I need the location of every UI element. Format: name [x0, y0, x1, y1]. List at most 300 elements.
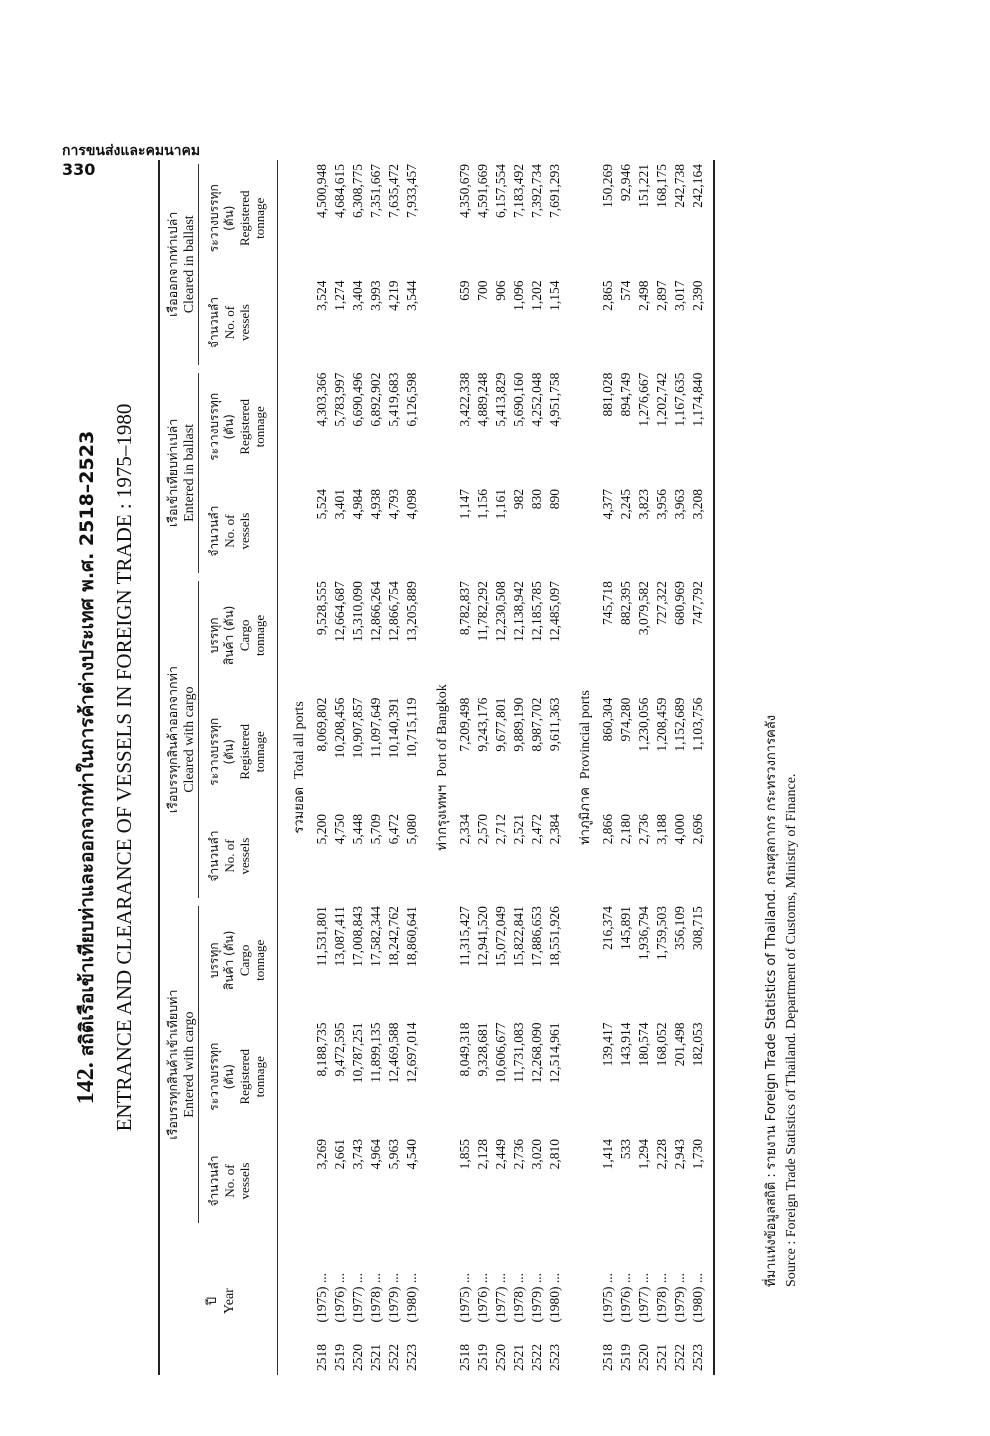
value-cell: 3,401: [332, 489, 347, 520]
subheader-registered: [199, 694, 277, 810]
group-english: Cleared with cargo: [182, 686, 197, 793]
value-cell: 2,521: [511, 813, 526, 845]
year-cell: (1977) ...: [636, 1273, 651, 1323]
value-cell: 145,891: [618, 906, 633, 950]
group-cleared-cargo: [160, 577, 199, 902]
source-thai-text: รายงาน Foreign Trade Statistics of Thailand. กรมศุลกากร กระทรวงการคลัง: [764, 714, 779, 1170]
subheader-text: No. of: [222, 839, 237, 873]
table-row: [635, 160, 653, 1375]
year-cell: (1979) ...: [672, 1273, 687, 1323]
value-cell: 12,469,588: [386, 1022, 401, 1084]
table-row: [510, 160, 528, 1375]
subheader-text: vessels: [237, 512, 252, 550]
subheader-registered: [199, 369, 277, 485]
table-title-english: ENTRANCE AND CLEARANCE OF VESSELS IN FOREIGN TRADE : 1975–1980: [112, 403, 136, 1132]
subheader-text: จำนวนลำ: [207, 297, 221, 349]
value-cell: 727,322: [654, 581, 669, 626]
year-thai-cell: 2518: [314, 1344, 329, 1371]
title-thai-text: สถิติเรือเข้าเทียบท่าและออกจากท่าในการค้าต่างประเทศ พ.ศ. 2518–2523: [76, 430, 98, 1057]
subheader-text: Cargo: [237, 944, 252, 977]
value-cell: 890: [547, 489, 562, 510]
value-cell: 574: [618, 280, 633, 301]
value-cell: 5,448: [350, 813, 365, 845]
value-cell: 3,544: [404, 280, 419, 311]
subheader-text: จำนวนลำ: [207, 830, 221, 882]
value-cell: 8,782,837: [457, 581, 472, 636]
source-english: [784, 774, 800, 1287]
year-cell: (1978) ...: [511, 1273, 526, 1323]
year-cell: (1976) ...: [618, 1273, 633, 1323]
value-cell: 1,414: [600, 1138, 615, 1170]
value-cell: 12,514,961: [547, 1022, 562, 1084]
value-cell: 11,731,083: [511, 1022, 526, 1083]
value-cell: 17,582,344: [368, 906, 383, 967]
subheader-registered: [199, 1019, 277, 1135]
subheader-text: ระวางบรรทุก: [207, 717, 221, 786]
value-cell: 8,987,702: [529, 697, 544, 752]
section-heading-row: [421, 160, 456, 1375]
value-cell: 6,126,598: [404, 372, 419, 427]
source-thai: [760, 715, 781, 1287]
value-cell: 4,951,758: [547, 372, 562, 427]
subheader-registered: [199, 160, 277, 276]
subheader-text: (ตัน): [222, 739, 236, 765]
value-cell: 18,242,762: [386, 906, 401, 967]
table-row: [385, 160, 403, 1375]
value-cell: 9,243,176: [475, 697, 490, 752]
year-cell: (1978) ...: [654, 1273, 669, 1323]
value-cell: 1,208,459: [654, 697, 669, 752]
section-heading: [421, 160, 456, 1375]
value-cell: 9,472,595: [332, 1022, 347, 1077]
value-cell: 4,540: [404, 1138, 419, 1170]
value-cell: 1,202: [529, 280, 544, 311]
subheader-vessels: [199, 810, 277, 902]
value-cell: 1,294: [636, 1138, 651, 1170]
value-cell: 6,308,775: [350, 164, 365, 218]
value-cell: 1,154: [547, 280, 562, 311]
table-row: [653, 160, 671, 1375]
value-cell: 2,498: [636, 280, 651, 311]
value-cell: 8,188,735: [314, 1022, 329, 1077]
value-cell: 216,374: [600, 906, 615, 950]
section-thai: ท่าภูมิภาค: [578, 787, 593, 845]
table-row: [546, 160, 564, 1375]
value-cell: 5,200: [314, 813, 329, 845]
value-cell: 1,161: [493, 489, 508, 520]
section-english: Total all ports: [292, 701, 307, 779]
year-thai-cell: 2523: [547, 1344, 562, 1371]
subheader-vessels: [199, 276, 277, 368]
table-row: [671, 160, 689, 1375]
table-row: [474, 160, 492, 1375]
value-cell: 7,933,457: [404, 164, 419, 218]
subheader-text: ระวางบรรทุก: [207, 1042, 221, 1111]
value-cell: 7,209,498: [457, 697, 472, 752]
subheader-vessels: [199, 1135, 277, 1227]
value-cell: 882,395: [618, 581, 633, 626]
table-number: 142.: [73, 1062, 99, 1105]
subheader-cargo: [199, 902, 277, 1018]
value-cell: 15,310,090: [350, 581, 365, 642]
value-cell: 12,866,264: [368, 581, 383, 642]
value-cell: 4,793: [386, 489, 401, 520]
value-cell: 9,328,681: [475, 1022, 490, 1077]
subheader-text: Cargo: [237, 619, 252, 652]
subheader-text: Registered: [237, 723, 252, 780]
year-thai-cell: 2522: [672, 1344, 687, 1371]
subheader-text: (ตัน): [222, 205, 236, 231]
table-row: [599, 160, 617, 1375]
value-cell: 1,103,756: [690, 697, 705, 752]
value-cell: 4,684,615: [332, 164, 347, 218]
rotated-table-page: [62, 160, 922, 1375]
subheader-text: vessels: [237, 1162, 252, 1200]
value-cell: 18,860,641: [404, 906, 419, 967]
value-cell: 12,941,520: [475, 906, 490, 967]
value-cell: 3,404: [350, 280, 365, 311]
subheader-text: บรรทุก: [207, 942, 221, 979]
value-cell: 3,422,338: [457, 372, 472, 427]
value-cell: 2,228: [654, 1138, 669, 1170]
value-cell: 12,268,090: [529, 1022, 544, 1084]
value-cell: 242,738: [672, 164, 687, 208]
value-cell: 3,079,582: [636, 581, 651, 636]
value-cell: 4,750: [332, 813, 347, 845]
value-cell: 1,167,635: [672, 372, 687, 427]
value-cell: 6,472: [386, 813, 401, 845]
value-cell: 6,157,554: [493, 164, 508, 218]
section-heading-row: [278, 160, 314, 1375]
value-cell: 10,787,251: [350, 1022, 365, 1084]
value-cell: 2,712: [493, 813, 508, 845]
value-cell: 139,417: [600, 1022, 615, 1067]
table-row: [313, 160, 331, 1375]
subheader-text: tonnage: [252, 614, 267, 656]
value-cell: 4,377: [600, 489, 615, 520]
value-cell: 659: [457, 280, 472, 301]
year-thai-cell: 2520: [350, 1344, 365, 1371]
value-cell: 5,709: [368, 813, 383, 845]
group-thai: เรือเข้าเทียบท่าเปล่า: [165, 418, 180, 528]
section-english: Provincial ports: [578, 690, 593, 780]
subheader-text: tonnage: [252, 406, 267, 448]
value-cell: 9,889,190: [511, 697, 526, 752]
value-cell: 12,866,754: [386, 581, 401, 642]
value-cell: 11,531,801: [314, 906, 329, 967]
value-cell: 1,936,794: [636, 906, 651, 961]
subheader-text: No. of: [222, 514, 237, 548]
section-heading: [278, 160, 314, 1375]
group-english: Entered with cargo: [182, 1011, 197, 1118]
year-header-english: Year: [221, 1288, 237, 1314]
value-cell: 830: [529, 489, 544, 510]
subheader-text: tonnage: [252, 939, 267, 981]
value-cell: 180,574: [636, 1022, 651, 1067]
value-cell: 308,715: [690, 906, 705, 950]
subheader-text: No. of: [222, 1164, 237, 1198]
value-cell: 7,635,472: [386, 164, 401, 218]
value-cell: 974,280: [618, 697, 633, 742]
value-cell: 2,865: [600, 280, 615, 311]
value-cell: 1,274: [332, 280, 347, 311]
value-cell: 7,691,293: [547, 164, 562, 218]
value-cell: 3,823: [636, 489, 651, 520]
value-cell: 3,017: [672, 280, 687, 311]
value-cell: 168,175: [654, 164, 669, 208]
subheader-text: ระวางบรรทุก: [207, 392, 221, 461]
group-thai: เรือบรรทุกสินค้าออกจากท่า: [165, 666, 180, 814]
subheader-text: (ตัน): [222, 414, 236, 440]
value-cell: 2,384: [547, 813, 562, 845]
source-thai-label: ที่มาแห่งข้อมูลสถิติ :: [764, 1173, 779, 1287]
value-cell: 4,350,679: [457, 164, 472, 218]
value-cell: 10,208,456: [332, 697, 347, 759]
value-cell: 12,185,785: [529, 581, 544, 642]
table-row: [456, 160, 474, 1375]
value-cell: 201,498: [672, 1022, 687, 1067]
value-cell: 4,964: [368, 1138, 383, 1170]
value-cell: 7,392,734: [529, 164, 544, 218]
value-cell: 1,855: [457, 1138, 472, 1170]
value-cell: 2,570: [475, 813, 490, 845]
value-cell: 4,984: [350, 489, 365, 520]
value-cell: 12,664,687: [332, 581, 347, 642]
year-cell: (1975) ...: [600, 1273, 615, 1323]
subheader-text: บรรทุก: [207, 617, 221, 654]
value-cell: 9,528,555: [314, 581, 329, 636]
year-thai-cell: 2518: [600, 1344, 615, 1371]
value-cell: 3,208: [690, 489, 705, 520]
year-cell: (1977) ...: [493, 1273, 508, 1323]
value-cell: 2,696: [690, 813, 705, 845]
value-cell: 11,097,649: [368, 697, 383, 758]
value-cell: 9,677,801: [493, 697, 508, 752]
subheader-cargo: [199, 577, 277, 693]
value-cell: 151,221: [636, 164, 651, 208]
value-cell: 881,028: [600, 372, 615, 417]
value-cell: 143,914: [618, 1022, 633, 1067]
value-cell: 906: [493, 280, 508, 301]
value-cell: 4,591,669: [475, 164, 490, 218]
value-cell: 18,551,926: [547, 906, 562, 967]
column-subheader-row: [199, 160, 277, 1375]
value-cell: 747,792: [690, 581, 705, 626]
value-cell: 11,899,135: [368, 1022, 383, 1083]
year-thai-cell: 2520: [636, 1344, 651, 1371]
table-row: [367, 160, 385, 1375]
chapter-header: การขนส่งและคมนาคม: [62, 143, 201, 159]
value-cell: 182,053: [690, 1022, 705, 1067]
value-cell: 1,156: [475, 489, 490, 520]
group-cleared-ballast: [160, 160, 199, 369]
value-cell: 1,730: [690, 1138, 705, 1170]
group-english: Entered in ballast: [182, 423, 197, 522]
value-cell: 982: [511, 489, 526, 510]
value-cell: 6,892,902: [368, 372, 383, 427]
year-cell: (1980) ...: [404, 1273, 419, 1323]
value-cell: 150,269: [600, 164, 615, 208]
subheader-text: tonnage: [252, 197, 267, 239]
year-cell: (1979) ...: [529, 1273, 544, 1323]
value-cell: 2,810: [547, 1138, 562, 1170]
section-heading: [564, 160, 599, 1375]
year-header-thai: ปี: [204, 1296, 220, 1306]
value-cell: 13,087,411: [332, 906, 347, 967]
subheader-text: vessels: [237, 837, 252, 875]
value-cell: 2,736: [636, 813, 651, 845]
value-cell: 8,049,318: [457, 1022, 472, 1077]
year-thai-cell: 2523: [404, 1344, 419, 1371]
section-thai: รวมยอด: [292, 786, 307, 834]
value-cell: 7,351,667: [368, 164, 383, 218]
value-cell: 6,690,496: [350, 372, 365, 427]
subheader-text: สินค้า (ตัน): [222, 605, 236, 666]
value-cell: 2,866: [600, 813, 615, 845]
year-cell: (1976) ...: [332, 1273, 347, 1323]
value-cell: 1,276,667: [636, 372, 651, 427]
year-header: [160, 1227, 277, 1375]
value-cell: 12,697,014: [404, 1022, 419, 1084]
value-cell: 1,230,056: [636, 697, 651, 752]
value-cell: 10,715,119: [404, 697, 419, 758]
section-thai: ท่ากรุงเทพฯ: [435, 784, 450, 851]
value-cell: 4,000: [672, 813, 687, 845]
table-title-thai: [72, 160, 102, 1375]
table-row: [403, 160, 421, 1375]
year-thai-cell: 2523: [690, 1344, 705, 1371]
value-cell: 8,069,802: [314, 697, 329, 752]
year-thai-cell: 2520: [493, 1344, 508, 1371]
subheader-vessels: [199, 485, 277, 577]
table-row: [492, 160, 510, 1375]
year-thai-cell: 2518: [457, 1344, 472, 1371]
year-thai-cell: 2522: [529, 1344, 544, 1371]
value-cell: 10,140,391: [386, 697, 401, 759]
subheader-text: Registered: [237, 1048, 252, 1105]
value-cell: 5,690,160: [511, 372, 526, 427]
value-cell: 2,390: [690, 280, 705, 311]
value-cell: 5,524: [314, 489, 329, 520]
value-cell: 4,303,366: [314, 372, 329, 427]
value-cell: 2,128: [475, 1138, 490, 1170]
value-cell: 168,052: [654, 1022, 669, 1067]
value-cell: 3,963: [672, 489, 687, 520]
value-cell: 4,938: [368, 489, 383, 520]
value-cell: 2,897: [654, 280, 669, 311]
value-cell: 2,334: [457, 813, 472, 845]
value-cell: 242,164: [690, 164, 705, 208]
year-cell: (1977) ...: [350, 1273, 365, 1323]
subheader-text: tonnage: [252, 1056, 267, 1098]
value-cell: 1,147: [457, 489, 472, 520]
value-cell: 2,943: [672, 1138, 687, 1170]
table-row: [689, 160, 707, 1375]
value-cell: 2,736: [511, 1138, 526, 1170]
value-cell: 4,500,948: [314, 164, 329, 218]
value-cell: 12,485,097: [547, 581, 562, 642]
year-thai-cell: 2519: [618, 1344, 633, 1371]
year-cell: (1978) ...: [368, 1273, 383, 1323]
value-cell: 2,180: [618, 813, 633, 845]
year-thai-cell: 2521: [511, 1344, 526, 1371]
group-thai: เรือออกจากท่าเปล่า: [165, 211, 180, 317]
subheader-text: (ตัน): [222, 1064, 236, 1090]
subheader-text: No. of: [222, 305, 237, 340]
value-cell: 4,252,048: [529, 372, 544, 427]
subheader-text: จำนวนลำ: [207, 1155, 221, 1207]
value-cell: 5,080: [404, 813, 419, 845]
value-cell: 3,743: [350, 1138, 365, 1170]
value-cell: 5,963: [386, 1138, 401, 1170]
year-thai-cell: 2519: [475, 1344, 490, 1371]
group-entered-cargo: [160, 902, 199, 1227]
value-cell: 860,304: [600, 697, 615, 742]
value-cell: 745,718: [600, 581, 615, 626]
value-cell: 3,269: [314, 1138, 329, 1170]
subheader-text: vessels: [237, 304, 252, 341]
column-group-row: [160, 160, 199, 1375]
value-cell: 2,245: [618, 489, 633, 520]
value-cell: 11,315,427: [457, 906, 472, 967]
value-cell: 7,183,492: [511, 164, 526, 218]
value-cell: 10,907,857: [350, 697, 365, 759]
value-cell: 17,008,843: [350, 906, 365, 967]
value-cell: 3,188: [654, 813, 669, 845]
source-english-label: Source :: [784, 1240, 799, 1287]
year-thai-cell: 2519: [332, 1344, 347, 1371]
value-cell: 12,138,942: [511, 581, 526, 642]
value-cell: 1,096: [511, 280, 526, 311]
value-cell: 2,472: [529, 813, 544, 845]
value-cell: 5,419,683: [386, 372, 401, 427]
value-cell: 10,606,677: [493, 1022, 508, 1084]
subheader-text: สินค้า (ตัน): [222, 930, 236, 991]
value-cell: 9,611,363: [547, 697, 562, 752]
year-cell: (1975) ...: [457, 1273, 472, 1323]
value-cell: 3,956: [654, 489, 669, 520]
table-row: [349, 160, 367, 1375]
value-cell: 3,993: [368, 280, 383, 311]
subheader-text: Registered: [237, 399, 252, 455]
group-english: Cleared in ballast: [182, 215, 197, 314]
value-cell: 1,152,689: [672, 697, 687, 752]
value-cell: 1,759,503: [654, 906, 669, 961]
value-cell: 5,413,829: [493, 372, 508, 427]
value-cell: 1,174,840: [690, 372, 705, 427]
section-heading-row: [564, 160, 599, 1375]
value-cell: 700: [475, 280, 490, 301]
value-cell: 11,782,292: [475, 581, 490, 642]
value-cell: 894,749: [618, 372, 633, 417]
table-row: [331, 160, 349, 1375]
value-cell: 533: [618, 1138, 633, 1160]
vessels-table: [158, 160, 715, 1375]
year-cell: (1975) ...: [314, 1273, 329, 1323]
group-thai: เรือบรรทุกสินค้าเข้าเทียบท่า: [165, 989, 180, 1140]
value-cell: 92,946: [618, 164, 633, 202]
table-row: [617, 160, 635, 1375]
group-entered-ballast: [160, 369, 199, 578]
year-cell: (1979) ...: [386, 1273, 401, 1323]
value-cell: 15,822,841: [511, 906, 526, 967]
subheader-text: จำนวนลำ: [207, 505, 221, 557]
year-cell: (1980) ...: [547, 1273, 562, 1323]
year-thai-cell: 2521: [654, 1344, 669, 1371]
value-cell: 15,072,049: [493, 906, 508, 967]
year-thai-cell: 2522: [386, 1344, 401, 1371]
value-cell: 13,205,889: [404, 581, 419, 642]
